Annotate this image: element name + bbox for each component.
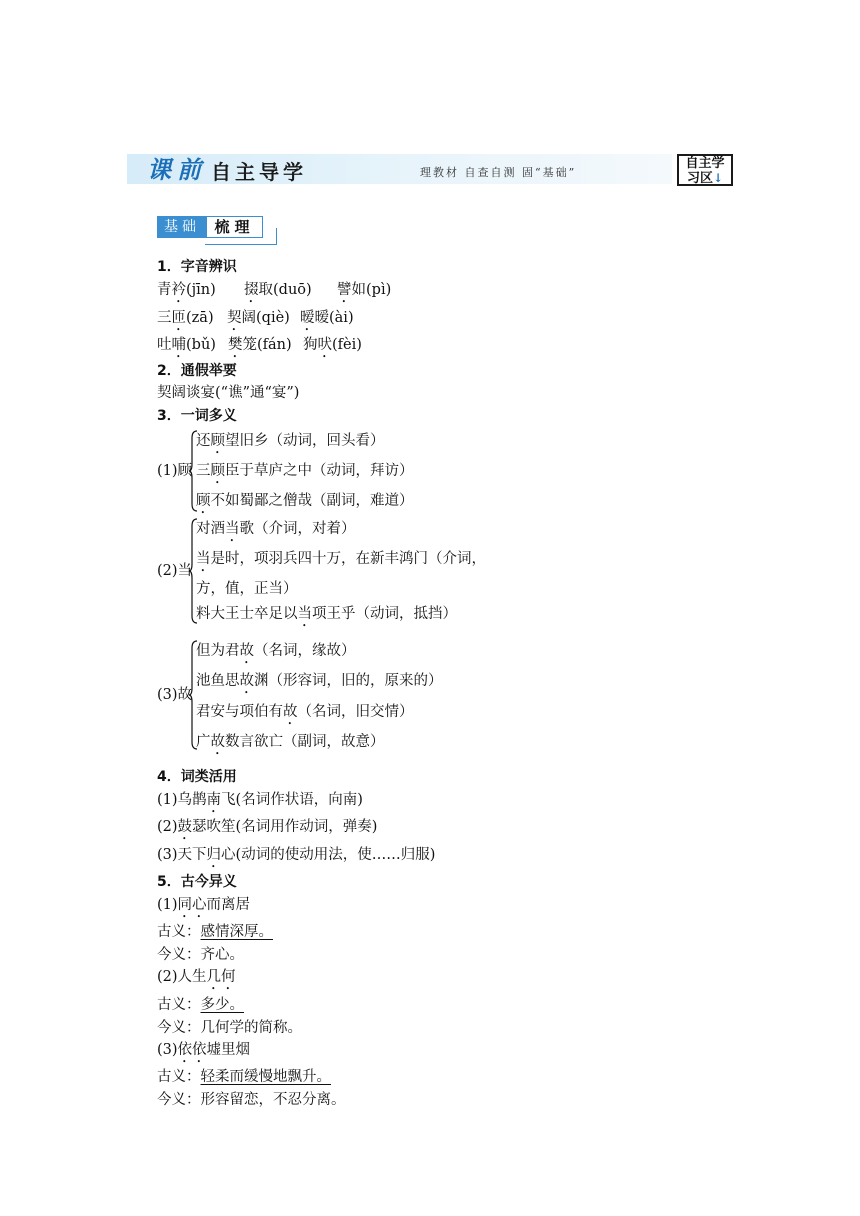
ancient-meaning: 古义：轻柔而缓慢地飘升。 bbox=[157, 1069, 331, 1085]
polysemy-item: 但为君故（名词，缘故） bbox=[196, 643, 356, 659]
banner-title-ke: 课 bbox=[147, 155, 171, 184]
word-class-item: (2)鼓瑟吹笙(名词用作动词，弹奏) bbox=[157, 819, 378, 835]
pronunciation-item: 譬如(pì) bbox=[337, 282, 392, 298]
pronunciation-item: 暧暧(ài) bbox=[300, 310, 354, 326]
banner-background bbox=[127, 154, 672, 184]
ancient-meaning: 古义：多少。 bbox=[157, 997, 244, 1013]
tab-decor-line-vertical bbox=[276, 228, 277, 245]
ancient-meaning: 古义：感情深厚。 bbox=[157, 924, 273, 940]
pronunciation-item: 掇取(duō) bbox=[244, 282, 312, 298]
pronunciation-item: 三匝(zā) bbox=[157, 310, 214, 326]
heading-word-class: 4．词类活用 bbox=[157, 769, 237, 785]
badge-line-2: 习区 bbox=[686, 171, 713, 186]
tab-decor-line bbox=[205, 244, 277, 245]
ancient-modern-phrase: (1)同心而离居 bbox=[157, 897, 251, 913]
modern-meaning: 今义：几何学的简称。 bbox=[157, 1020, 302, 1036]
badge-line-1: 自主学 bbox=[685, 156, 725, 171]
polysemy-item: 顾不如蜀鄙之僧哉（副词，难道） bbox=[196, 493, 414, 509]
polysemy-item: 还顾望旧乡（动词，回头看） bbox=[196, 433, 385, 449]
banner-title-qian: 前 bbox=[177, 155, 201, 184]
heading-polysemy: 3．一词多义 bbox=[157, 408, 237, 424]
banner-title: 自主导学 bbox=[211, 160, 307, 184]
banner-tagline: 理教材 自查自测 固“基础” bbox=[420, 166, 577, 179]
modern-meaning: 今义：齐心。 bbox=[157, 947, 244, 963]
section-banner bbox=[127, 150, 735, 188]
arrow-down-icon: ↓ bbox=[712, 171, 724, 185]
polysemy-label: (1)顾 bbox=[157, 463, 193, 479]
polysemy-item-continued: 方，值，正当） bbox=[196, 581, 298, 597]
pronunciation-item: 契阔(qiè) bbox=[227, 310, 290, 326]
heading-ancient-modern: 5．古今异义 bbox=[157, 874, 237, 890]
polysemy-item: 对酒当歌（介词，对着） bbox=[196, 521, 356, 537]
heading-pronunciation: 1．字音辨识 bbox=[157, 259, 237, 275]
polysemy-item: 广故数言欲亡（副词，故意） bbox=[196, 734, 385, 750]
polysemy-label: (2)当 bbox=[157, 563, 193, 579]
polysemy-item: 当是时，项羽兵四十万，在新丰鸿门（介词， bbox=[196, 551, 486, 567]
tab-label-right: 梳理 bbox=[207, 216, 263, 238]
word-class-item: (1)乌鹊南飞(名词作状语，向南) bbox=[157, 792, 363, 808]
ancient-modern-phrase: (2)人生几何 bbox=[157, 969, 236, 985]
pronunciation-item: 狗吠(fèi) bbox=[303, 337, 362, 353]
pronunciation-item: 青衿(jīn) bbox=[157, 282, 216, 298]
polysemy-item: 三顾臣于草庐之中（动词，拜访） bbox=[196, 463, 414, 479]
section-tab bbox=[157, 216, 277, 248]
tongjia-item: 契阔谈宴(“谯”通“宴”) bbox=[157, 385, 300, 401]
polysemy-label: (3)故 bbox=[157, 687, 193, 703]
word-class-item: (3)天下归心(动词的使动用法，使……归服) bbox=[157, 847, 436, 863]
polysemy-item: 池鱼思故渊（形容词，旧的，原来的） bbox=[196, 673, 443, 689]
polysemy-item: 料大王士卒足以当项王乎（动词，抵挡） bbox=[196, 606, 457, 622]
pronunciation-item: 樊笼(fán) bbox=[228, 337, 292, 353]
self-study-badge bbox=[677, 154, 733, 186]
ancient-modern-phrase: (3)依依墟里烟 bbox=[157, 1042, 251, 1058]
heading-tongjia: 2．通假举要 bbox=[157, 363, 237, 379]
polysemy-item: 君安与项伯有故（名词，旧交情） bbox=[196, 704, 414, 720]
modern-meaning: 今义：形容留恋，不忍分离。 bbox=[157, 1092, 346, 1108]
pronunciation-item: 吐哺(bǔ) bbox=[157, 337, 216, 353]
tab-label-left: 基础 bbox=[157, 216, 207, 238]
